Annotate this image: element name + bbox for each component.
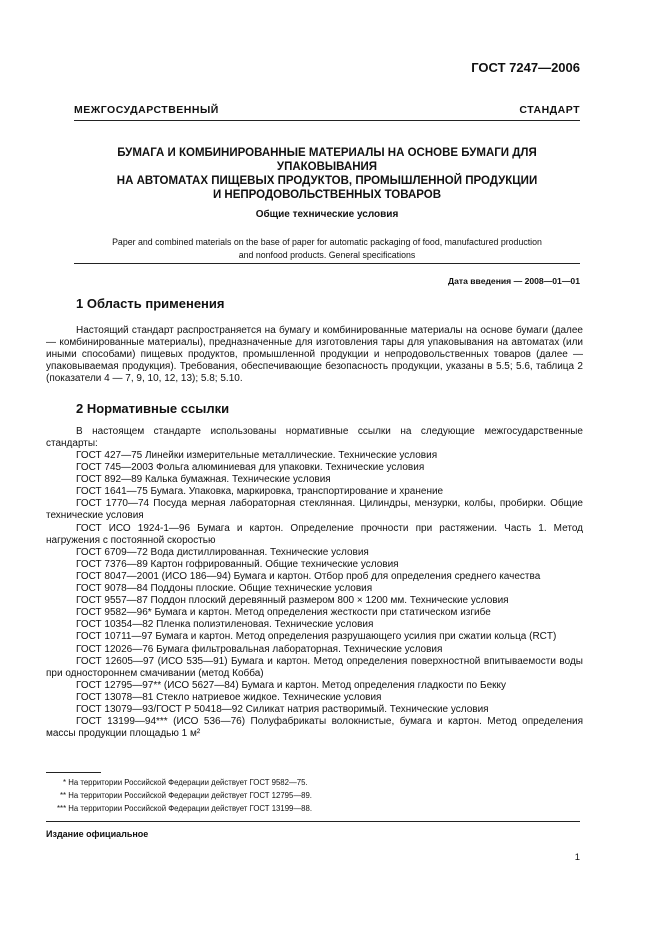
title-line-3: И НЕПРОДОВОЛЬСТВЕННЫХ ТОВАРОВ xyxy=(212,189,442,201)
section-2-intro: В настоящем стандарте использованы нормативные ссылки на следующие межгосударственные стандарты: xyxy=(46,426,583,450)
reference-item: ГОСТ 12605—97 (ИСО 535—91) Бумага и картон. Метод определения поверхностной впитываемости воды при одностороннем смачивании (метод Кобба) xyxy=(46,655,583,679)
reference-item: ГОСТ 9582—96* Бумага и картон. Метод определения жесткости при статическом изгибе xyxy=(76,607,491,619)
introduction-date: Дата введения — 2008—01—01 xyxy=(447,276,580,286)
reference-item: ГОСТ 6709—72 Вода дистиллированная. Технические условия xyxy=(76,546,369,558)
reference-item: ГОСТ 427—75 Линейки измерительные металлические. Технические условия xyxy=(76,450,438,461)
english-title-line-1: Paper and combined materials on the base of paper for automatic packaging of food, manufactured production xyxy=(112,237,542,247)
page-number: 1 xyxy=(574,852,580,863)
title-line-2: НА АВТОМАТАХ ПИЩЕВЫХ ПРОДУКТОВ, ПРОМЫШЛЕННОЙ ПРОДУКЦИИ xyxy=(116,175,538,187)
english-title xyxy=(74,236,580,262)
reference-item: ГОСТ 13078—81 Стекло натриевое жидкое. Технические условия xyxy=(76,691,382,703)
footnote-divider xyxy=(46,772,101,773)
reference-item: ГОСТ 9557—87 Поддон плоский деревянный размером 800 × 1200 мм. Технические условия xyxy=(76,595,509,607)
reference-item: ГОСТ 9078—84 Поддоны плоские. Общие технические условия xyxy=(76,583,373,595)
document-subtitle: Общие технические условия xyxy=(255,209,399,220)
reference-item: ГОСТ 12026—76 Бумага фильтровальная лабораторная. Технические условия xyxy=(76,643,443,655)
reference-item: ГОСТ 7376—89 Картон гофрированный. Общие технические условия xyxy=(76,558,399,570)
title-divider xyxy=(74,263,580,264)
footnotes xyxy=(46,776,583,815)
reference-item: ГОСТ 745—2003 Фольга алюминиевая для упаковки. Технические условия xyxy=(76,462,425,474)
reference-item: ГОСТ 1770—74 Посуда мерная лабораторная стеклянная. Цилиндры, мензурки, колбы, пробирки. Общие технические условия xyxy=(46,498,583,522)
section-2-heading: 2 Нормативные ссылки xyxy=(76,401,230,416)
banner-text: МЕЖГОСУДАРСТВЕННЫЙ СТАНДАРТ xyxy=(74,104,580,116)
footnote-2: ** На территории Российской Федерации действует ГОСТ 12795—89. xyxy=(60,791,312,800)
reference-item: ГОСТ ИСО 1924-1—96 Бумага и картон. Определение прочности при растяжении. Часть 1. Метод нагружения с постоянной скоростью xyxy=(46,522,583,546)
standard-banner xyxy=(74,104,580,121)
official-edition-label: Издание официальное xyxy=(46,829,149,839)
section-1-text: Настоящий стандарт распространяется на бумагу и комбинированные материалы на основе бумаги (далее — комбинированные материалы), предназначенные для изготовления тары для упаковывания на автоматах (или иными способами) пищевых продуктов, промышленной продукции и непродовольственных товаров (далее — упаковываемая продукция). Требования, обеспечивающие безопасность продукции, указаны в 5.5; 5.6, таблица 2 (показатели 4 — 7, 9, 10, 12, 13); 5.8; 5.10. xyxy=(46,325,583,385)
reference-item: ГОСТ 8047—2001 (ИСО 186—94) Бумага и картон. Отбор проб для определения среднего качества xyxy=(76,570,541,582)
title-line-1: БУМАГА И КОМБИНИРОВАННЫЕ МАТЕРИАЛЫ НА ОСНОВЕ БУМАГИ ДЛЯ УПАКОВЫВАНИЯ xyxy=(117,147,537,173)
reference-list xyxy=(46,450,583,740)
reference-item: ГОСТ 13199—94*** (ИСО 536—76) Полуфабрикаты волокнистые, бумага и картон. Метод определения массы продукции площадью 1 м² xyxy=(46,716,583,740)
section-1-heading: 1 Область применения xyxy=(76,296,225,311)
document-code: ГОСТ 7247—2006 xyxy=(471,60,580,75)
footnote-1: * На территории Российской Федерации действует ГОСТ 9582—75. xyxy=(63,778,308,787)
english-title-line-2: and nonfood products. General specifications xyxy=(238,250,416,260)
reference-item: ГОСТ 12795—97** (ИСО 5627—84) Бумага и картон. Метод определения гладкости по Бекку xyxy=(76,679,506,691)
reference-item: ГОСТ 13079—93/ГОСТ Р 50418—92 Силикат натрия растворимый. Технические условия xyxy=(76,703,489,715)
reference-item: ГОСТ 10354—82 Пленка полиэтиленовая. Технические условия xyxy=(76,619,374,631)
document-title xyxy=(74,146,580,202)
edition-divider xyxy=(46,821,580,822)
reference-item: ГОСТ 1641—75 Бумага. Упаковка, маркировка, транспортирование и хранение xyxy=(76,486,444,498)
reference-item: ГОСТ 10711—97 Бумага и картон. Метод определения разрушающего усилия при сжатии кольца (RCT) xyxy=(76,631,557,643)
footnote-3: *** На территории Российской Федерации действует ГОСТ 13199—88. xyxy=(57,804,313,813)
reference-item: ГОСТ 892—89 Калька бумажная. Технические условия xyxy=(76,474,331,486)
